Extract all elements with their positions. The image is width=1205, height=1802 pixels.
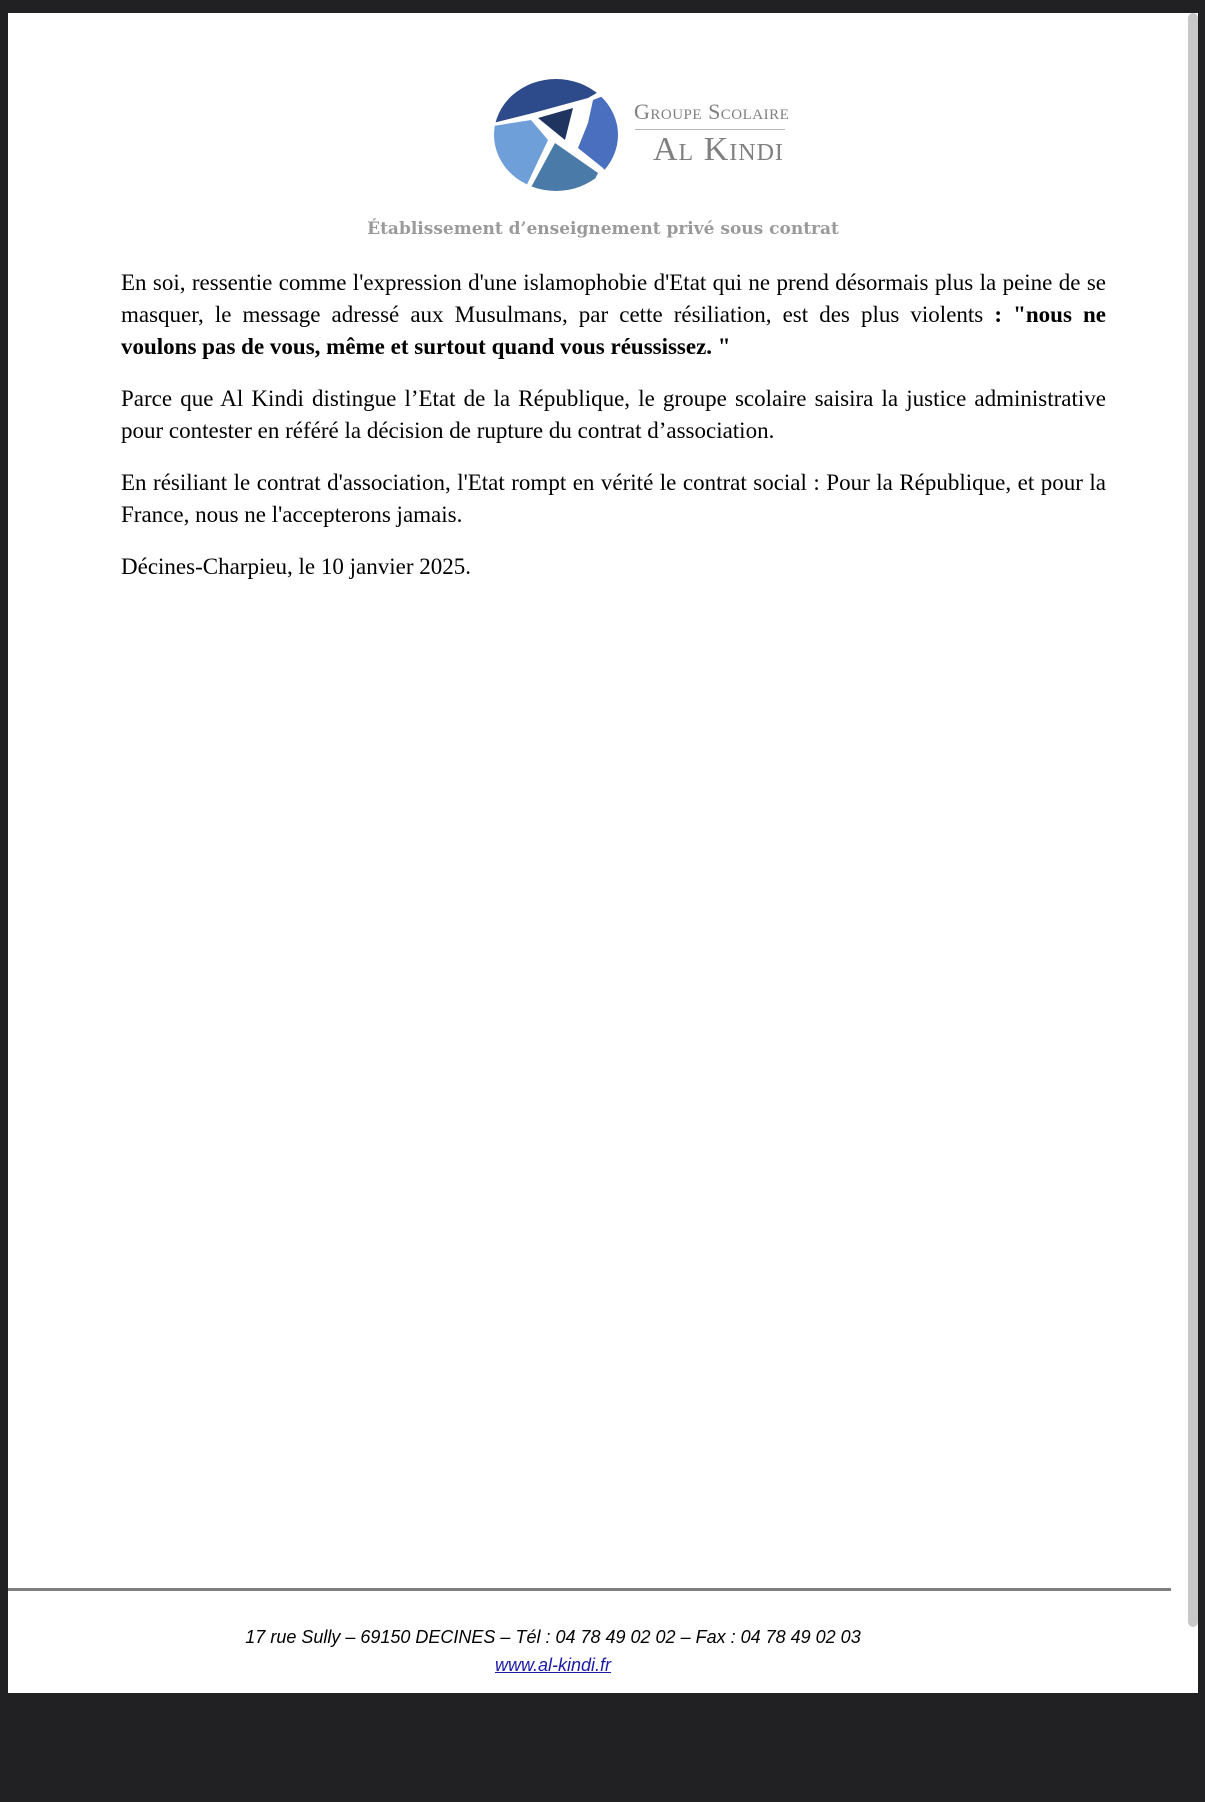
footer-address: 17 rue Sully – 69150 DECINES – Tél : 04 78 49 02 02 – Fax : 04 78 49 02 03 [245,1627,861,1647]
logo-divider [635,129,785,130]
logo-text-groupe-scolaire: Groupe Scolaire [634,99,790,124]
paragraph-2: Parce que Al Kindi distingue l’Etat de la République, le groupe scolaire saisira la justice administrative pour contester en référé la décision de rupture du contrat d’association. [121,386,1106,443]
paragraph-3: En résiliant le contrat d'association, l'Etat rompt en vérité le contrat social : Pour la République, et pour la France, nous ne l'accepterons jamais. [121,470,1106,527]
paragraph-1-quote: : "nous ne voulons pas de vous, même et surtout quand vous réussissez. " [121,302,1106,359]
paragraph-1-text: En soi, ressentie comme l'expression d'une islamophobie d'Etat qui ne prend désormais plus la peine de se masquer, le message adressé aux Musulmans, par cette résiliation, est des plus violents [121,270,1106,327]
document-page [8,13,1198,1693]
page-footer [8,1623,1098,1679]
school-logo [493,63,813,203]
footer-divider [8,1588,1171,1591]
page-subtitle: Établissement d’enseignement privé sous contrat [367,219,839,239]
paragraph-1 [121,267,1106,363]
vertical-scrollbar[interactable] [1188,13,1198,1627]
date-line: Décines-Charpieu, le 10 janvier 2025. [121,554,471,579]
website-link[interactable]: www.al-kindi.fr [494,1655,612,1675]
logo-text-al-kindi: Al Kindi [653,131,784,168]
al-kindi-logo-icon [493,78,623,193]
letter-body [121,267,1106,603]
